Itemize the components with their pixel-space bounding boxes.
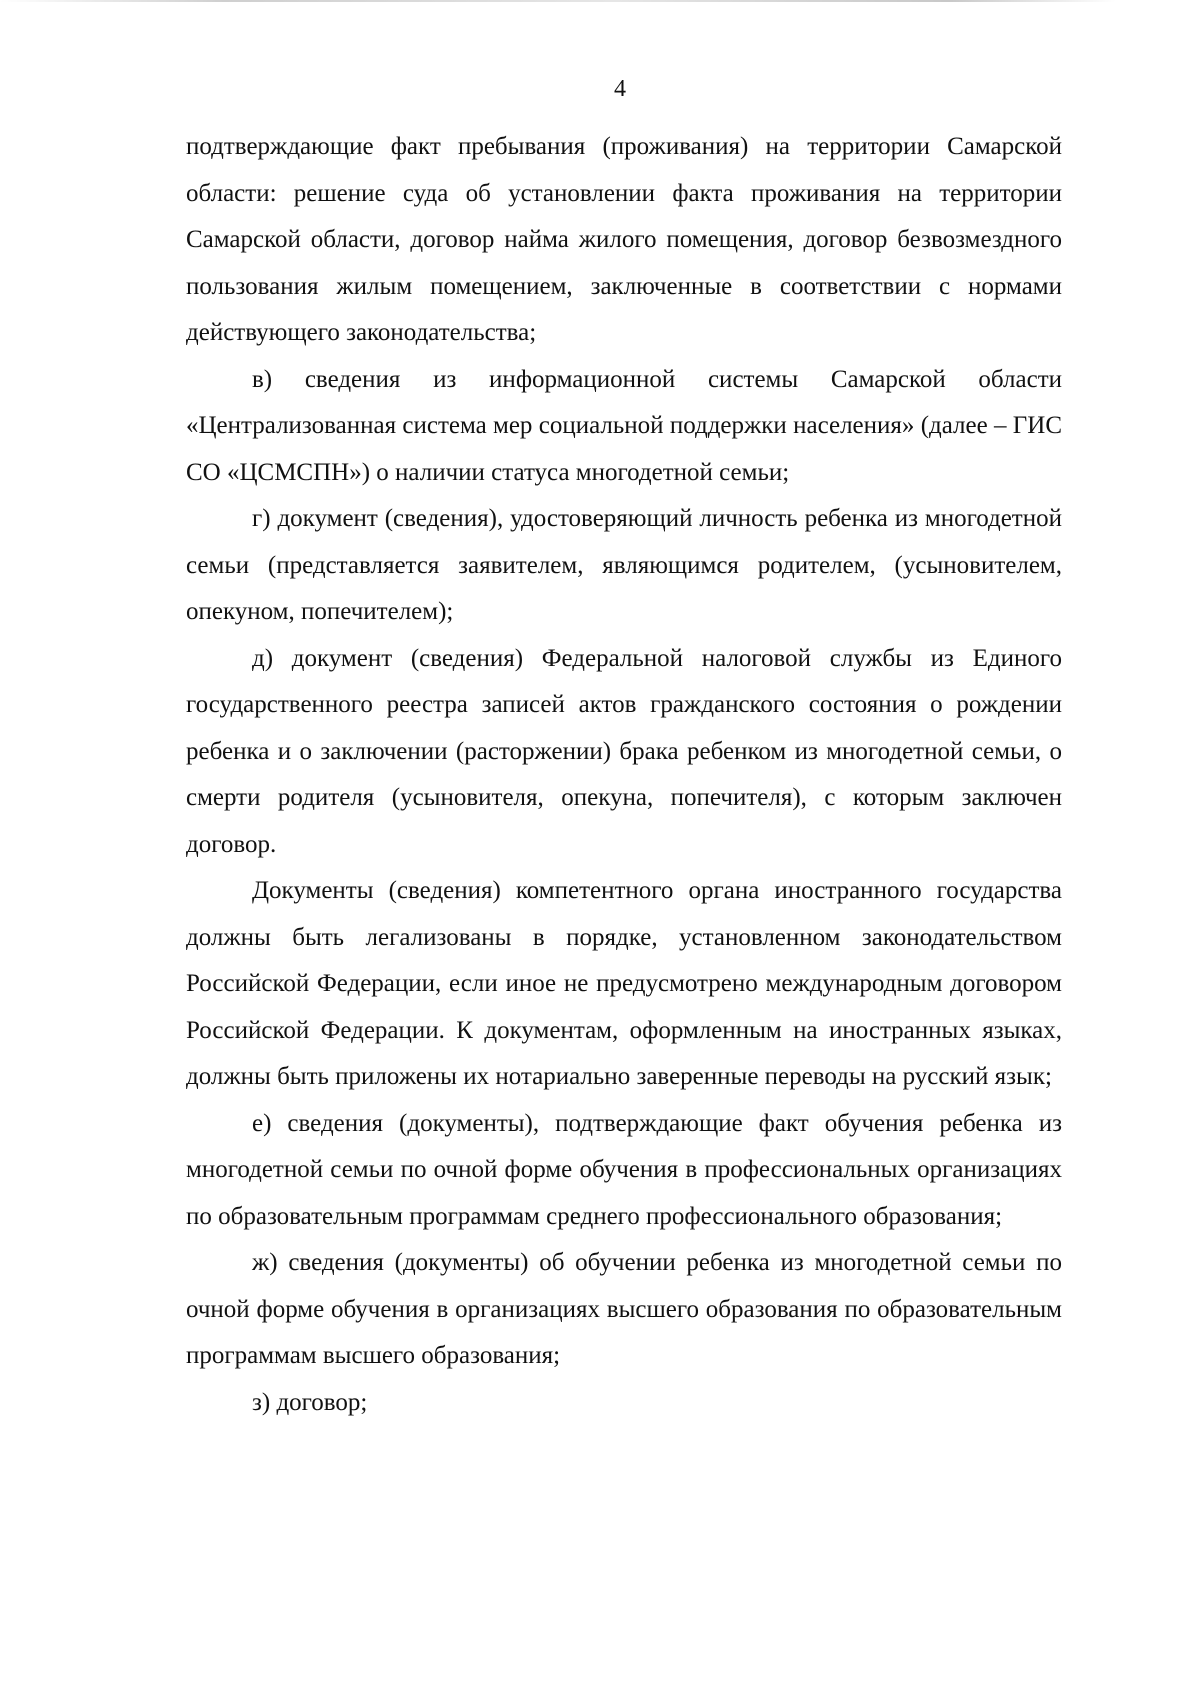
paragraph-item-z: з) договор;	[252, 1388, 368, 1416]
paragraph-item-d: д) документ (сведения) Федеральной налоговой службы из Единого государственного реестра записей актов гражданского состояния о рождении ребенка и о заключении (расторжении) брака ребенком из многодетной семьи, о смерти родителя (усыновителя, опекуна, попечителя), с которым заключен договор.	[186, 644, 1062, 858]
document-body	[186, 124, 1062, 1426]
paragraph-item-e: е) сведения (документы), подтверждающие факт обучения ребенка из многодетной семьи по очной форме обучения в профессиональных организациях по образовательным программам среднего профессионального образования;	[186, 1109, 1062, 1230]
paragraph-foreign-documents: Документы (сведения) компетентного органа иностранного государства должны быть легализованы в порядке, установленном законодательством Российской Федерации, если иное не предусмотрено международным договором Российской Федерации. К документам, оформленным на иностранных языках, должны быть приложены их нотариально заверенные переводы на русский язык;	[186, 877, 1062, 1090]
paragraph-item-zh: ж) сведения (документы) об обучении ребенка из многодетной семьи по очной форме обучения в организациях высшего образования по образовательным программам высшего образования;	[186, 1249, 1062, 1369]
paragraph-residence-documents: подтверждающие факт пребывания (проживания) на территории Самарской области: решение суда об установлении факта проживания на территории Самарской области, договор найма жилого помещения, договор безвозмездного пользования жилым помещением, заключенные в соответствии с нормами действующего законодательства;	[186, 133, 1062, 346]
page-number: 4	[614, 76, 626, 102]
paragraph-item-v: в) сведения из информационной системы Самарской области «Централизованная система мер социальной поддержки населения» (далее – ГИС СО «ЦСМСПН») о наличии статуса многодетной семьи;	[186, 365, 1062, 486]
paragraph-item-g: г) документ (сведения), удостоверяющий личность ребенка из многодетной семьи (представляется заявителем, являющимся родителем, (усыновителем, опекуном, попечителем);	[186, 505, 1062, 625]
scan-top-edge	[0, 0, 1116, 2]
